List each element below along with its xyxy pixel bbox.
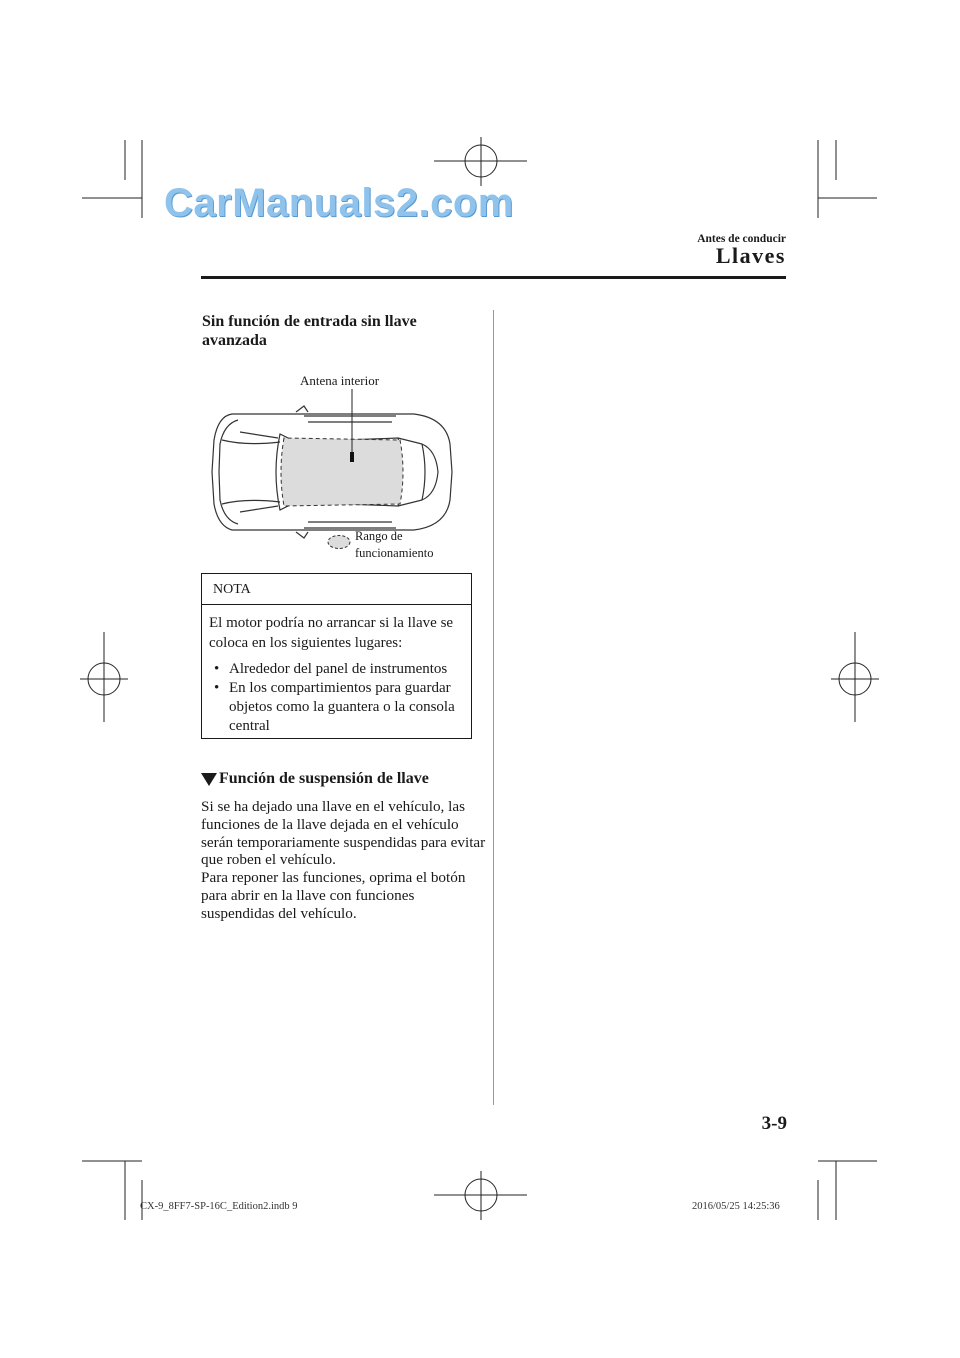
note-intro: El motor podría no arrancar si la llave se coloca en los siguientes lugares: <box>209 615 454 651</box>
subheading: Sin función de entrada sin llave avanzada <box>202 313 417 349</box>
body-paragraph: Si se ha dejado una llave en el vehículo, las funciones de la llave dejada en el vehículo serán temporariamente suspendidas para evitar que roben el vehículo. <box>201 798 486 869</box>
section-heading-text: Función de suspensión de llave <box>219 770 429 787</box>
list-item <box>214 679 472 736</box>
range-label-line2: funcionamiento <box>355 546 434 560</box>
bullet-icon: • <box>214 680 220 696</box>
range-label <box>355 528 433 562</box>
note-list <box>214 660 472 736</box>
header-chapter-title: Llaves <box>715 243 786 268</box>
footer-file-info: CX-9_8FF7-SP-16C_Edition2.indb 9 <box>140 1201 298 1212</box>
antenna-label: Antena interior <box>300 373 380 388</box>
range-label-line1: Rango de <box>355 529 403 543</box>
triangle-marker-icon <box>201 773 217 786</box>
note-item-text: Alrededor del panel de instrumentos <box>229 661 448 677</box>
note-divider <box>202 604 471 605</box>
body-paragraph: Para reponer las funciones, oprima el botón para abrir en la llave con funciones suspendidas del vehículo. <box>201 869 466 922</box>
column-divider <box>493 310 494 1105</box>
note-item-text: En los compartimientos para guardar objetos como la guantera o la consola central <box>229 680 455 734</box>
footer-timestamp: 2016/05/25 14:25:36 <box>692 1201 780 1212</box>
section-heading <box>201 770 429 788</box>
header-section-label: Antes de conducir <box>697 233 786 245</box>
note-title: NOTA <box>213 582 251 597</box>
page-number: 3-9 <box>761 1113 787 1134</box>
operating-range-legend-icon <box>326 534 352 550</box>
header-rule <box>201 276 786 279</box>
section-body <box>201 798 486 923</box>
bullet-icon: • <box>214 661 220 677</box>
watermark-logo[interactable]: CarManuals2.com <box>164 181 514 225</box>
list-item <box>214 660 472 679</box>
note-box <box>201 573 472 739</box>
